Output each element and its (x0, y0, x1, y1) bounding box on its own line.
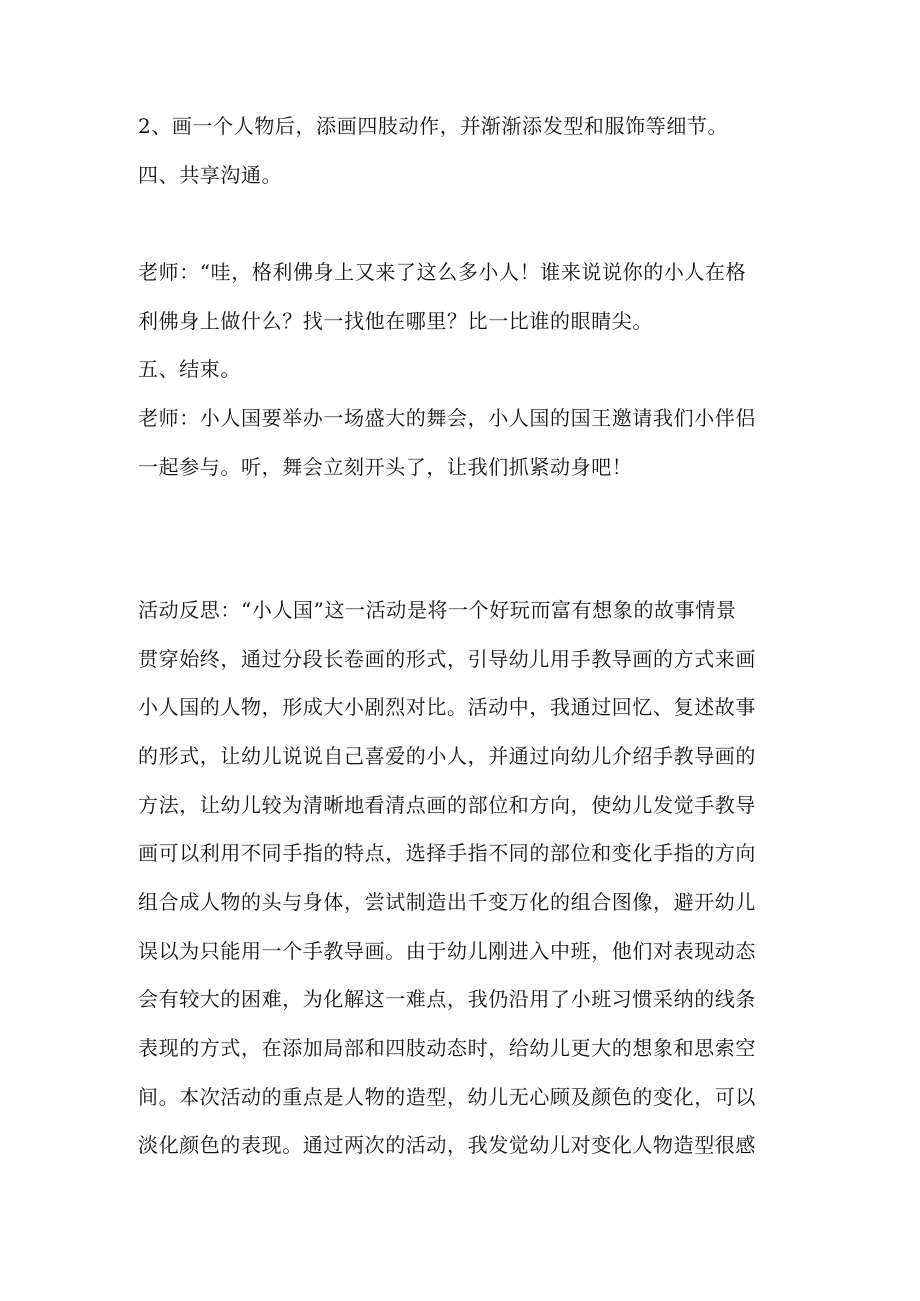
section-heading-share: 四、共享沟通。 (138, 163, 283, 187)
section-heading-end: 五、结束。 (138, 357, 241, 381)
reflection-line: 会有较大的困难，为化解这一难点，我仍沿用了小班习惯采纳的线条 (138, 987, 756, 1011)
reflection-line: 间。本次活动的重点是人物的造型，幼儿无心顾及颜色的变化，可以 (138, 1085, 756, 1109)
text-line-step-2: 2、画一个人物后，添画四肢动作，并渐渐添发型和服饰等细节。 (138, 114, 729, 138)
reflection-line: 的形式，让幼儿说说自己喜爱的小人，并通过向幼儿介绍手教导画的 (138, 744, 756, 768)
reflection-line: 组合成人物的头与身体，尝试制造出千变万化的组合图像，避开幼儿 (138, 890, 756, 914)
reflection-line: 小人国的人物，形成大小剧烈对比。活动中，我通过回忆、复述故事 (138, 695, 756, 719)
reflection-line: 活动反思：“小人国”这一活动是将一个好玩而富有想象的故事情景 (138, 598, 737, 622)
teacher-quote-line: 老师：“哇，格利佛身上又来了这么多小人！谁来说说你的小人在格 (138, 260, 747, 284)
reflection-line: 方法，让幼儿较为清晰地看清点画的部位和方向，使幼儿发觉手教导 (138, 793, 756, 817)
reflection-line: 淡化颜色的表现。通过两次的活动，我发觉幼儿对变化人物造型很感 (138, 1133, 756, 1157)
teacher-quote-line: 老师：小人国要举办一场盛大的舞会，小人国的国王邀请我们小伴侣 (138, 406, 756, 430)
reflection-line: 贯穿始终，通过分段长卷画的形式，引导幼儿用手教导画的方式来画 (138, 647, 756, 671)
reflection-line: 画可以利用不同手指的特点，选择手指不同的部位和变化手指的方向 (138, 841, 756, 865)
reflection-line: 误以为只能用一个手教导画。由于幼儿刚进入中班，他们对表现动态 (138, 939, 756, 963)
teacher-quote-line: 一起参与。听，舞会立刻开头了，让我们抓紧动身吧！ (138, 455, 633, 479)
teacher-quote-line: 利佛身上做什么？找一找他在哪里？比一比谁的眼睛尖。 (138, 309, 653, 333)
reflection-line: 表现的方式，在添加局部和四肢动态时，给幼儿更大的想象和思索空 (138, 1036, 756, 1060)
